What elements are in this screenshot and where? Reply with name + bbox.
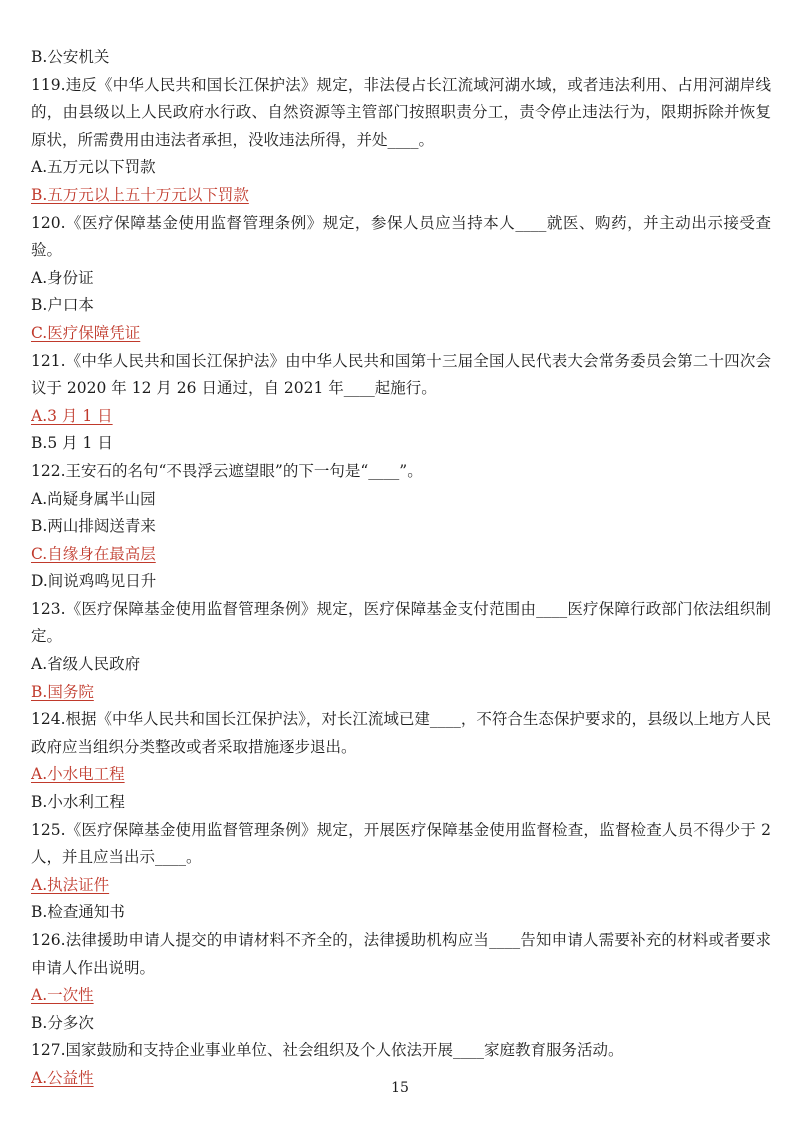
option-text: B.检查通知书 [31,903,125,922]
option-text: B.5 月 1 日 [31,434,113,453]
answer-highlight: A.小水电工程 [31,765,125,784]
option-text: B.小水利工程 [31,793,125,812]
option-text: B.分多次 [31,1013,94,1032]
answer-highlight: A.执法证件 [31,875,110,894]
option-text: A.尚疑身属半山园 [31,489,156,508]
question-text: 122.王安石的名句“不畏浮云遮望眼”的下一句是“____”。 [31,461,423,480]
question-text: 119.违反《中华人民共和国长江保护法》规定，非法侵占长江流域河湖水域，或者违法利用、占用河湖岸线的，由县级以上人民政府水行政、自然资源等主管部门按照职责分工，责令停止违法行为，限期拆除并恢复原状，所需费用由违法者承担，没收违法所得，并处____。 [31,75,771,149]
answer-highlight: B.国务院 [31,682,94,701]
answer-option [31,403,771,431]
answer-option [31,182,771,210]
option-text: A.五万元以下罚款 [31,158,156,177]
question-text: 127.国家鼓励和支持企业事业单位、社会组织及个人依法开展____家庭教育服务活动。 [31,1041,624,1060]
answer-option [31,679,771,707]
option-text: D.间说鸡鸣见日升 [31,572,157,591]
question-text: 125.《医疗保障基金使用监督管理条例》规定，开展医疗保障基金使用监督检查，监督检查人员不得少于 2 人，并且应当出示____。 [31,820,771,867]
option-text: A.身份证 [31,268,94,287]
option-text: B.公安机关 [31,48,110,66]
answer-highlight: A.公益性 [31,1068,94,1087]
answer-highlight: A.3 月 1 日 [31,406,113,425]
question-text: 121.《中华人民共和国长江保护法》由中华人民共和国第十三届全国人民代表大会常务委员会第二十四次会议于 2020 年 12 月 26 日通过，自 2021 年____起施行。 [31,351,771,398]
answer-highlight: C.自缘身在最高层 [31,544,156,563]
question-text: 120.《医疗保障基金使用监督管理条例》规定，参保人员应当持本人____就医、购药，并主动出示接受查验。 [31,213,771,260]
answer-highlight: B.五万元以上五十万元以下罚款 [31,185,249,204]
option-text: A.省级人民政府 [31,655,141,674]
document-page [31,44,771,1093]
option-text: B.两山排闼送青来 [31,517,156,536]
answer-option [31,872,771,900]
answer-option [31,761,771,789]
answer-option [31,541,771,569]
page-number: 15 [391,1080,409,1096]
question-text: 123.《医疗保障基金使用监督管理条例》规定，医疗保障基金支付范围由____医疗保障行政部门依法组织制定。 [31,599,771,646]
answer-highlight: C.医疗保障凭证 [31,323,141,342]
answer-highlight: A.一次性 [31,986,94,1005]
question-text: 126.法律援助申请人提交的申请材料不齐全的，法律援助机构应当____告知申请人需要补充的材料或者要求申请人作出说明。 [31,931,771,977]
answer-option [31,320,771,348]
option-text: B.户口本 [31,296,94,315]
question-text: 124.根据《中华人民共和国长江保护法》，对长江流域已建____，不符合生态保护要求的，县级以上地方人民政府应当组织分类整改或者采取措施逐步退出。 [31,710,771,756]
answer-option [31,982,771,1010]
